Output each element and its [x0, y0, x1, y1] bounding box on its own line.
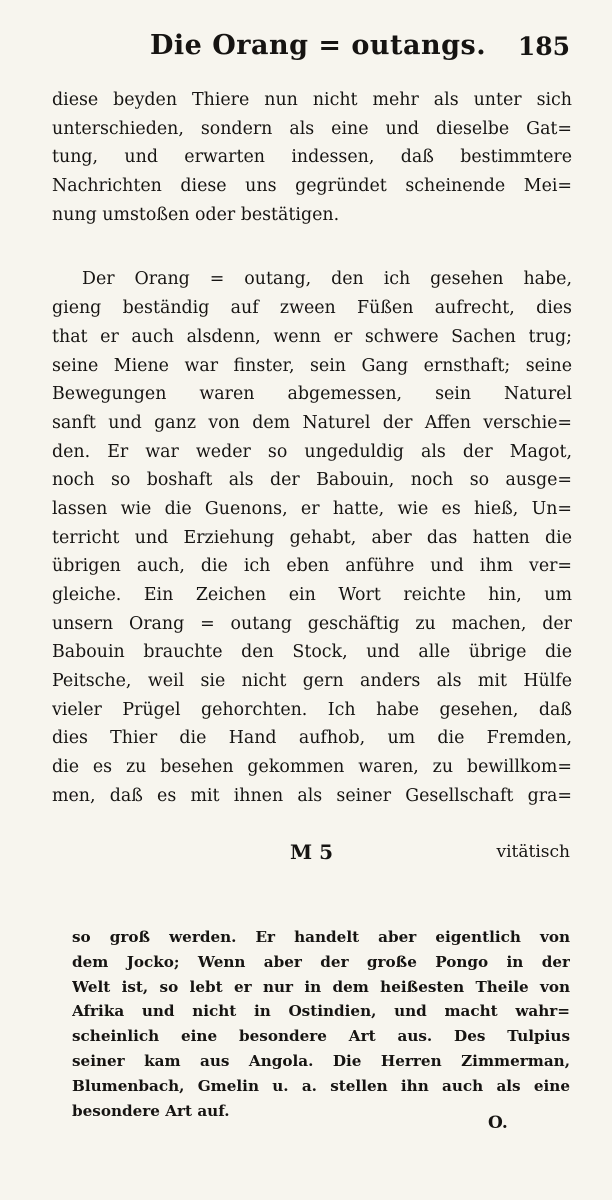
text-line: Peitsche, weil sie nicht gern anders als mit Hülfe — [52, 671, 572, 692]
footnote-line: scheinlich eine besondere Art aus. Des Tulpius — [72, 1027, 570, 1046]
footnote-line: seiner kam aus Angola. Die Herren Zimmerman, — [72, 1051, 570, 1070]
footnote — [72, 925, 570, 1123]
text-line: Nachrichten diese uns gegründet scheinende Mei= — [52, 176, 572, 197]
text-line: unsern Orang = outang geschäftig zu machen, der — [52, 613, 572, 634]
text-line: that er auch alsdenn, wenn er schwere Sachen trug; — [52, 326, 572, 347]
text-line: unterschieden, sondern als eine und dieselbe Gat= — [52, 118, 572, 139]
signature-mark: M 5 — [290, 840, 334, 864]
paragraph-1 — [52, 86, 572, 229]
text-line: Bewegungen waren abgemessen, sein Naturel — [52, 384, 572, 405]
text-line: vieler Prügel gehorchten. Ich habe gesehen, daß — [52, 699, 572, 720]
signature-line — [0, 840, 612, 870]
paragraph-2 — [52, 265, 572, 810]
text-line: den. Er war weder so ungeduldig als der Magot, — [52, 441, 572, 462]
text-line: men, daß es mit ihnen als seiner Gesellschaft gra= — [52, 785, 572, 806]
text-line: nung umstoßen oder bestätigen. — [52, 204, 340, 225]
text-line: diese beyden Thiere nun nicht mehr als unter sich — [52, 90, 572, 110]
footnote-line: besondere Art auf. — [72, 1101, 230, 1120]
footnote-line: Blumenbach, Gmelin u. a. stellen ihn auch als eine — [72, 1076, 570, 1095]
text-line: seine Miene war finster, sein Gang ernsthaft; seine — [52, 355, 572, 376]
running-header — [150, 30, 570, 70]
text-line: lassen wie die Guenons, er hatte, wie es hieß, Un= — [52, 498, 572, 519]
text-line: dies Thier die Hand aufhob, um die Fremden, — [52, 728, 572, 749]
text-line: gieng beständig auf zween Füßen aufrecht, dies — [52, 298, 572, 319]
text-line: sanft und ganz von dem Naturel der Affen verschie= — [52, 412, 572, 433]
catchword: vitätisch — [496, 842, 570, 862]
footnote-line: so groß werden. Er handelt aber eigentlich von — [72, 928, 570, 946]
footnote-catchword: O. — [488, 1113, 508, 1133]
running-title: Die Orang = outangs. — [150, 30, 487, 61]
page-number: 185 — [517, 32, 570, 61]
text-line: die es zu besehen gekommen waren, zu bewillkom= — [52, 757, 572, 778]
text-line: Der Orang = outang, den ich gesehen habe, — [82, 269, 572, 290]
text-line: Babouin brauchte den Stock, und alle übrige die — [52, 642, 572, 663]
footnote-line: dem Jocko; Wenn aber der große Pongo in der — [72, 952, 570, 971]
text-line: noch so boshaft als der Babouin, noch so ausge= — [52, 470, 572, 491]
text-line: terricht und Erziehung gehabt, aber das hatten die — [52, 527, 572, 548]
text-line: tung, und erwarten indessen, daß bestimmtere — [52, 147, 572, 168]
footnote-line: Welt ist, so lebt er nur in dem heißesten Theile von — [72, 977, 570, 996]
main-text — [52, 86, 572, 811]
text-line: übrigen auch, die ich eben anführe und ihm ver= — [52, 556, 572, 577]
text-line: gleiche. Ein Zeichen ein Wort reichte hin, um — [52, 585, 572, 605]
footnote-line: Afrika und nicht in Ostindien, und macht wahr= — [72, 1002, 570, 1021]
